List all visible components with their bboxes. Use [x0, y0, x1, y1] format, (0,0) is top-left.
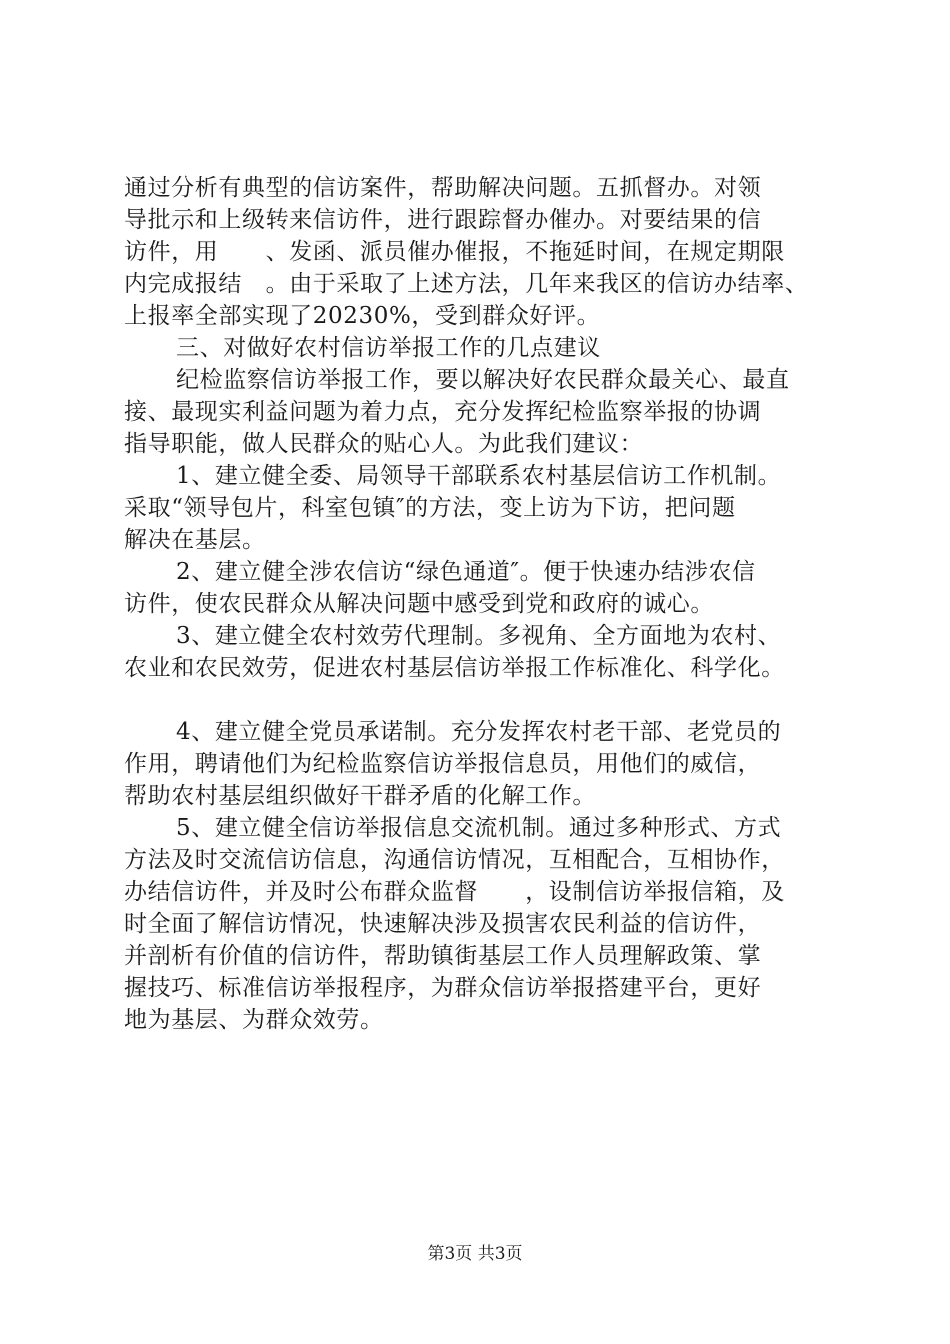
- text-line: 纪检监察信访举报工作，要以解决好农民群众最关心、最直: [176, 367, 790, 393]
- text-line: 时全面了解信访情况，快速解决涉及损害农民利益的信访件，: [124, 911, 762, 937]
- text-line: 地为基层、为群众效劳。: [124, 1007, 384, 1033]
- text-line: 访件，使农民群众从解决问题中感受到党和政府的诚心。: [124, 591, 714, 617]
- text-line: 导批示和上级转来信访件，进行跟踪督办催办。对要结果的信: [124, 207, 762, 233]
- text-line: 采取“领导包片，科室包镇″的方法，变上访为下访，把问题: [124, 495, 736, 521]
- text-line: 办结信访件，并及时公布群众监督 ，设制信访举报信箱，及: [124, 879, 785, 905]
- text-line: 握技巧、标准信访举报程序，为群众信访举报搭建平台，更好: [124, 975, 762, 1001]
- list-item-2: 2、建立健全涉农信访“绿色通道″。便于快速办结涉农信: [176, 559, 756, 585]
- section-heading: 三、对做好农村信访举报工作的几点建议: [176, 335, 601, 361]
- text-line: 指导职能，做人民群众的贴心人。为此我们建议：: [124, 431, 644, 457]
- page-footer: 第3页 共3页: [427, 1244, 523, 1264]
- text-line: 并剖析有价值的信访件，帮助镇街基层工作人员理解政策、掌: [124, 943, 762, 969]
- text-line: 方法及时交流信访信息，沟通信访情况，互相配合，互相协作，: [124, 847, 785, 873]
- text-line: 上报率全部实现了20230%，受到群众好评。: [124, 303, 601, 329]
- text-line: 解决在基层。: [124, 527, 266, 553]
- text-line: 访件，用 、发函、派员催办催报，不拖延时间，在规定期限: [124, 239, 785, 265]
- list-item-5: 5、建立健全信访举报信息交流机制。通过多种形式、方式: [176, 815, 782, 841]
- list-item-3: 3、建立健全农村效劳代理制。多视角、全方面地为农村、: [176, 623, 782, 649]
- text-line: 接、最现实利益问题为着力点，充分发挥纪检监察举报的协调: [124, 399, 762, 425]
- text-line: 作用，聘请他们为纪检监察信访举报信息员，用他们的威信，: [124, 751, 762, 777]
- text-line: 通过分析有典型的信访案件，帮助解决问题。五抓督办。对领: [124, 175, 762, 201]
- text-line: 帮助农村基层组织做好干群矛盾的化解工作。: [124, 783, 596, 809]
- list-item-1: 1、建立健全委、局领导干部联系农村基层信访工作机制。: [176, 463, 782, 489]
- text-line: 内完成报结 。由于采取了上述方法，几年来我区的信访办结率、: [124, 271, 809, 297]
- list-item-4: 4、建立健全党员承诺制。充分发挥农村老干部、老党员的: [176, 719, 782, 745]
- text-line: 农业和农民效劳，促进农村基层信访举报工作标准化、科学化。: [124, 655, 785, 681]
